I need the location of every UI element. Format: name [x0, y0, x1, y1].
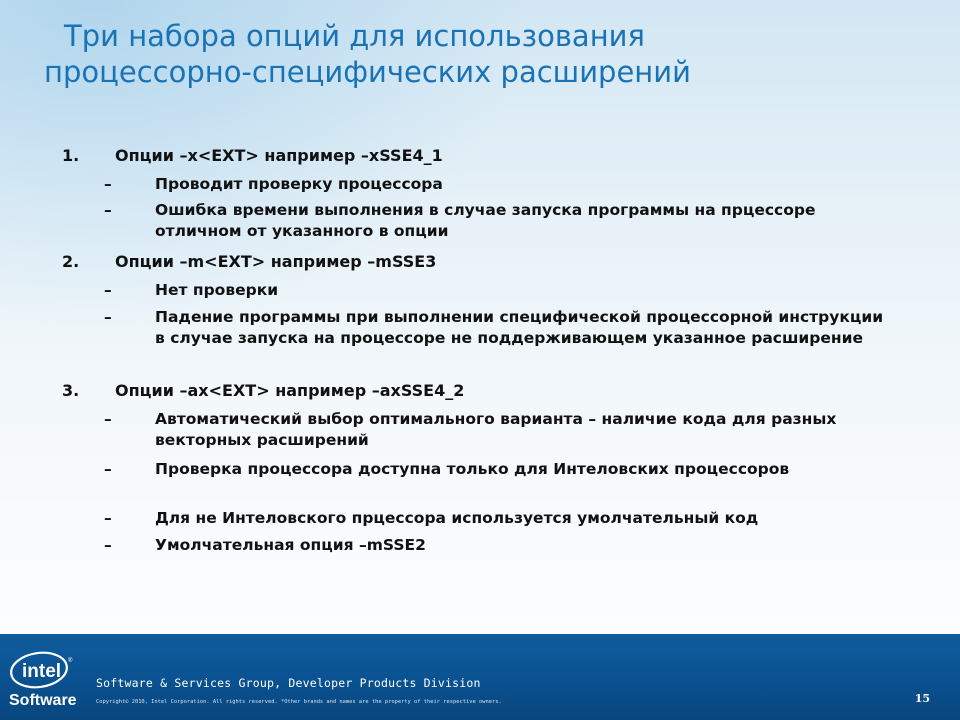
item-heading: Опции –m<EXT> например –mSSE3 — [115, 252, 437, 271]
item-heading: Опции –ax<EXT> например –axSSE4_2 — [115, 381, 465, 400]
sub-item-text: Падение программы при выполнении специфической процессорной инструкции в случае запуска на процессоре не поддерживающем указанное расширение — [155, 308, 884, 347]
item-heading: Опции –x<EXT> например –xSSE4_1 — [115, 146, 443, 165]
logo-word: intel — [22, 661, 62, 682]
slide-title-line-1: Три набора опций для использования — [64, 19, 645, 53]
item-number: 1. — [62, 146, 80, 165]
dash-bullet: – — [104, 175, 112, 193]
dash-bullet: – — [104, 281, 112, 299]
dash-bullet: – — [104, 201, 112, 219]
intel-software-logo — [6, 644, 80, 710]
dash-bullet: – — [104, 460, 112, 478]
dash-bullet: – — [104, 509, 112, 527]
sub-item-text: Автоматический выбор оптимального варианта – наличие кода для разных векторных расширений — [155, 410, 837, 449]
logo-registered: ® — [68, 658, 73, 664]
sub-item-text: Проверка процессора доступна только для Интеловских процессоров — [155, 460, 790, 478]
sub-item-text: Ошибка времени выполнения в случае запуска программы на прцессоре отличном от указанного в опции — [155, 201, 816, 240]
copyright-text: Copyright© 2010, Intel Corporation. All rights reserved. *Other brands and names are the property of their respective owners. — [96, 699, 502, 705]
sub-item-text: Умолчательная опция –mSSE2 — [155, 536, 426, 554]
slide-title — [44, 18, 924, 90]
page-number: 15 — [914, 692, 930, 705]
division-text: Software & Services Group, Developer Products Division — [96, 676, 481, 690]
slide-title-line-2: процессорно-специфических расширений — [44, 55, 691, 89]
dash-bullet: – — [104, 536, 112, 554]
sub-item-text: Проводит проверку процессора — [155, 175, 443, 193]
sub-item-text: Для не Интеловского прцессора используется умолчательный код — [155, 509, 759, 527]
dash-bullet: – — [104, 410, 112, 428]
item-number: 3. — [62, 381, 80, 400]
sub-item-text: Нет проверки — [155, 281, 279, 299]
footer-bar — [0, 634, 960, 720]
item-number: 2. — [62, 252, 80, 271]
dash-bullet: – — [104, 308, 112, 326]
logo-software-word: Software — [9, 692, 77, 709]
